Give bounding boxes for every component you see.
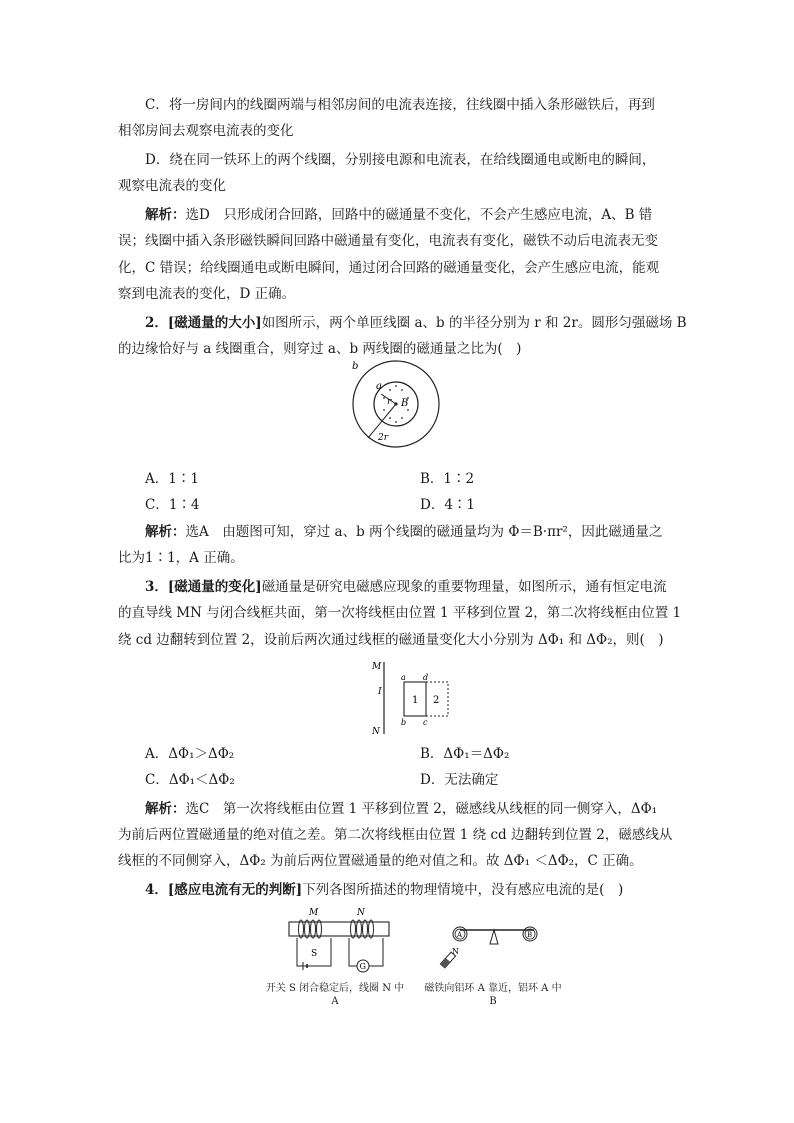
solution-label: 解析：	[145, 524, 186, 540]
prev-option-d-line1: D．绕在同一铁环上的两个线圈，分别接电源和电流表，在给线圈通电或断电的瞬间，	[145, 152, 656, 168]
question-4-line1	[145, 881, 705, 899]
figure-b-letter: B	[489, 996, 497, 1007]
prev-option-d-line2: 观察电流表的变化	[118, 178, 226, 194]
figure-b-caption: 磁铁向铝环 A 靠近，铝环 A 中	[424, 983, 562, 994]
label-a: a	[401, 673, 406, 682]
label-A: A	[457, 931, 463, 939]
solution-text: 选D 只形成闭合回路，回路中的磁通量不变化，不会产生感应电流，A、B 错	[185, 207, 653, 223]
concentric-coils-figure	[350, 358, 442, 450]
label-d: d	[423, 673, 429, 682]
label-B: B	[401, 398, 409, 409]
question-3-line3: 绕 cd 边翻转到位置 2，设前后两次通过线框的磁通量变化大小分别为 ΔΦ₁ 和 ΔΦ₂，则( )	[118, 632, 664, 648]
prev-option-c-line1: C．将一房间内的线圈两端与相邻房间的电流表连接，往线圈中插入条形磁铁后，再到	[145, 97, 655, 113]
q3-option-c: C．ΔΦ₁＜ΔΦ₂	[145, 772, 235, 788]
solution-text: 选A 由题图可知，穿过 a、b 两个线圈的磁通量均为 Φ＝B·πr²，因此磁通量之	[185, 524, 663, 540]
q3-option-d: D．无法确定	[420, 772, 499, 788]
label-M: M	[309, 908, 319, 918]
question-3-line2: 的直导线 MN 与闭合线框共面，第一次将线框由位置 1 平移到位置 2，第二次将线框由位置 1	[118, 605, 682, 621]
label-2r: 2r	[378, 433, 389, 443]
question-text: 如图所示，两个单匝线圈 a、b 的半径分别为 r 和 2r。圆形匀强磁场 B	[261, 315, 687, 331]
question-tag: [磁通量的大小]	[167, 315, 262, 331]
figure-b-rings	[438, 920, 548, 976]
figure-a-caption: 开关 S 闭合稳定后，线圈 N 中	[265, 983, 405, 994]
figure-a-coils	[283, 906, 395, 978]
q2-option-a: A．1∶1	[145, 471, 199, 487]
label-magnet-N: N	[452, 947, 459, 956]
label-r: r	[387, 397, 392, 407]
q2-option-c: C．1∶4	[145, 497, 200, 513]
prev-option-c-line2: 相邻房间去观察电流表的变化	[118, 123, 294, 139]
coil-n-windings	[351, 920, 374, 938]
solution-text: 选C 第一次将线框由位置 1 平移到位置 2，磁感线从线框的同一侧穿入，ΔΦ₁	[185, 801, 658, 817]
label-c: c	[423, 718, 428, 727]
solution-3-line1	[145, 800, 705, 818]
q2-option-d: D．4∶1	[420, 497, 476, 513]
coil-m-windings	[299, 920, 322, 938]
wire-frame-figure	[368, 658, 460, 738]
label-position-1: 1	[412, 695, 419, 706]
question-2-line2: 的边缘恰好与 a 线圈重合，则穿过 a、b 两线圈的磁通量之比为( )	[118, 341, 522, 357]
solution-1-line1	[145, 206, 705, 224]
question-text: 下列各图所描述的物理情境中，没有感应电流的是( )	[302, 882, 624, 898]
question-number: 2．	[145, 315, 168, 331]
pivot	[490, 930, 498, 944]
figure-a-letter: A	[331, 996, 339, 1007]
label-M: M	[372, 662, 382, 672]
label-G: G	[359, 962, 366, 971]
solution-1-line3: 化，C 错误；给线圈通电或断电瞬间，通过闭合回路的磁通量变化，会产生感应电流，能观	[118, 260, 660, 276]
solution-1-line2: 误；线圈中插入条形磁铁瞬间回路中磁通量有变化，电流表有变化，磁铁不动后电流表无变	[118, 233, 658, 249]
label-N: N	[357, 908, 365, 918]
label-B: B	[527, 931, 533, 939]
q3-option-a: A．ΔΦ₁＞ΔΦ₂	[145, 746, 235, 762]
question-2-line1	[145, 314, 705, 332]
q2-option-b: B．1∶2	[420, 471, 475, 487]
label-a: a	[376, 381, 382, 392]
question-number: 4．	[145, 882, 168, 898]
question-text: 磁通量是研究电磁感应现象的重要物理量，如图所示，通有恒定电流	[261, 579, 667, 595]
label-N: N	[372, 727, 380, 737]
label-switch-S: S	[311, 949, 318, 959]
label-b: b	[352, 361, 359, 372]
label-I: I	[378, 687, 382, 697]
label-b: b	[401, 718, 407, 727]
solution-1-line4: 察到电流表的变化，D 正确。	[118, 286, 296, 302]
label-position-2: 2	[433, 695, 440, 706]
q3-option-b: B．ΔΦ₁＝ΔΦ₂	[420, 746, 510, 762]
solution-2-line1	[145, 523, 705, 541]
solution-3-line3: 线框的不同侧穿入，ΔΦ₂ 为前后两位置磁通量的绝对值之和。故 ΔΦ₁ ＜ΔΦ₂，C 正确。	[118, 853, 643, 869]
solution-2-line2: 比为1∶1，A 正确。	[118, 550, 244, 566]
question-tag: [磁通量的变化]	[167, 579, 262, 595]
solution-3-line2: 为前后两位置磁通量的绝对值之差。第二次将线框由位置 1 绕 cd 边翻转到位置 2，磁感线从	[118, 827, 673, 843]
question-3-line1	[145, 578, 705, 596]
solution-label: 解析：	[145, 801, 186, 817]
question-number: 3．	[145, 579, 168, 595]
solution-label: 解析：	[145, 207, 186, 223]
question-tag: [感应电流有无的判断]	[167, 882, 303, 898]
